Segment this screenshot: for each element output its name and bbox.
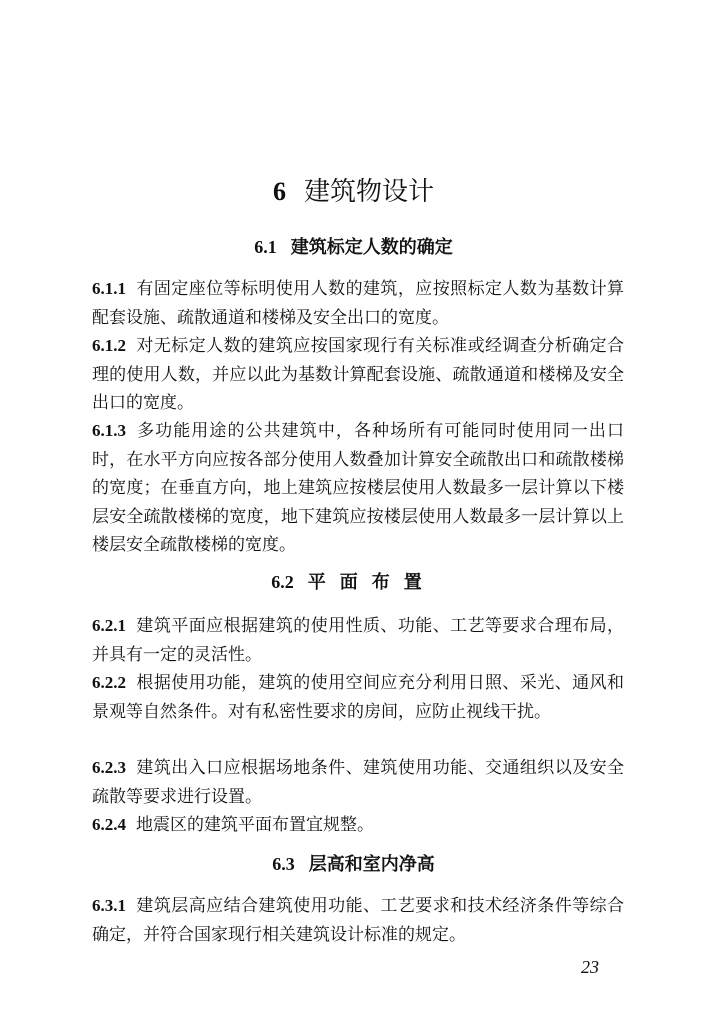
clause-text: 建筑层高应结合建筑使用功能、工艺要求和技术经济条件等综合确定，并符合国家现行相关建筑设计标准的规定。 — [92, 896, 624, 945]
section-title-6-1 — [0, 234, 707, 261]
page-number: 23 — [581, 957, 599, 977]
clause-text: 建筑平面应根据建筑的使用性质、功能、工艺等要求合理布局，并具有一定的灵活性。 — [92, 616, 624, 665]
clause-6-2-1 — [92, 612, 624, 669]
clause-6-3-1 — [92, 892, 624, 949]
clause-number: 6.1.1 — [92, 279, 126, 298]
clause-6-1-3 — [92, 417, 624, 560]
chapter-title-text: 建筑物设计 — [303, 177, 434, 207]
clause-text: 对无标定人数的建筑应按国家现行有关标准或经调查分析确定合理的使用人数，并应以此为基数计算配套设施、疏散通道和楼梯及安全出口的宽度。 — [92, 336, 624, 413]
section-title-6-2 — [0, 569, 707, 596]
clause-6-1-1 — [92, 275, 624, 332]
clause-number: 6.1.3 — [92, 421, 126, 440]
clause-6-1-2 — [92, 332, 624, 418]
clause-6-2-4 — [92, 811, 624, 840]
section-title-text: 平面布置 — [307, 572, 436, 593]
clause-text: 有固定座位等标明使用人数的建筑，应按照标定人数为基数计算配套设施、疏散通道和楼梯及安全出口的宽度。 — [92, 279, 624, 328]
clause-number: 6.2.4 — [92, 815, 126, 834]
clause-number: 6.2.3 — [92, 758, 126, 777]
clause-text: 建筑出入口应根据场地条件、建筑使用功能、交通组织以及安全疏散等要求进行设置。 — [92, 758, 624, 807]
clause-6-2-2 — [92, 669, 624, 726]
section-number: 6.1 — [254, 237, 277, 257]
clause-text: 多功能用途的公共建筑中，各种场所有可能同时使用同一出口时，在水平方向应按各部分使用人数叠加计算安全疏散出口和疏散楼梯的宽度；在垂直方向，地上建筑应按楼层使用人数最多一层计算以下楼层安全疏散楼梯的宽度，地下建筑应按楼层使用人数最多一层计算以上楼层安全疏散楼梯的宽度。 — [92, 421, 624, 555]
section-title-text: 建筑标定人数的确定 — [290, 237, 453, 258]
clause-number: 6.2.2 — [92, 673, 126, 692]
clause-number: 6.1.2 — [92, 336, 126, 355]
section-title-6-3 — [0, 851, 707, 878]
clause-number: 6.2.1 — [92, 616, 126, 635]
clause-text: 地震区的建筑平面布置宜规整。 — [136, 815, 374, 835]
chapter-title — [0, 174, 707, 210]
section-number: 6.3 — [272, 854, 295, 874]
clause-text: 根据使用功能，建筑的使用空间应充分利用日照、采光、通风和景观等自然条件。对有私密性要求的房间，应防止视线干扰。 — [92, 673, 624, 722]
clause-number: 6.3.1 — [92, 896, 126, 915]
section-title-text: 层高和室内净高 — [308, 854, 435, 875]
chapter-number: 6 — [272, 177, 286, 206]
section-number: 6.2 — [271, 572, 294, 592]
clause-6-2-3 — [92, 754, 624, 811]
